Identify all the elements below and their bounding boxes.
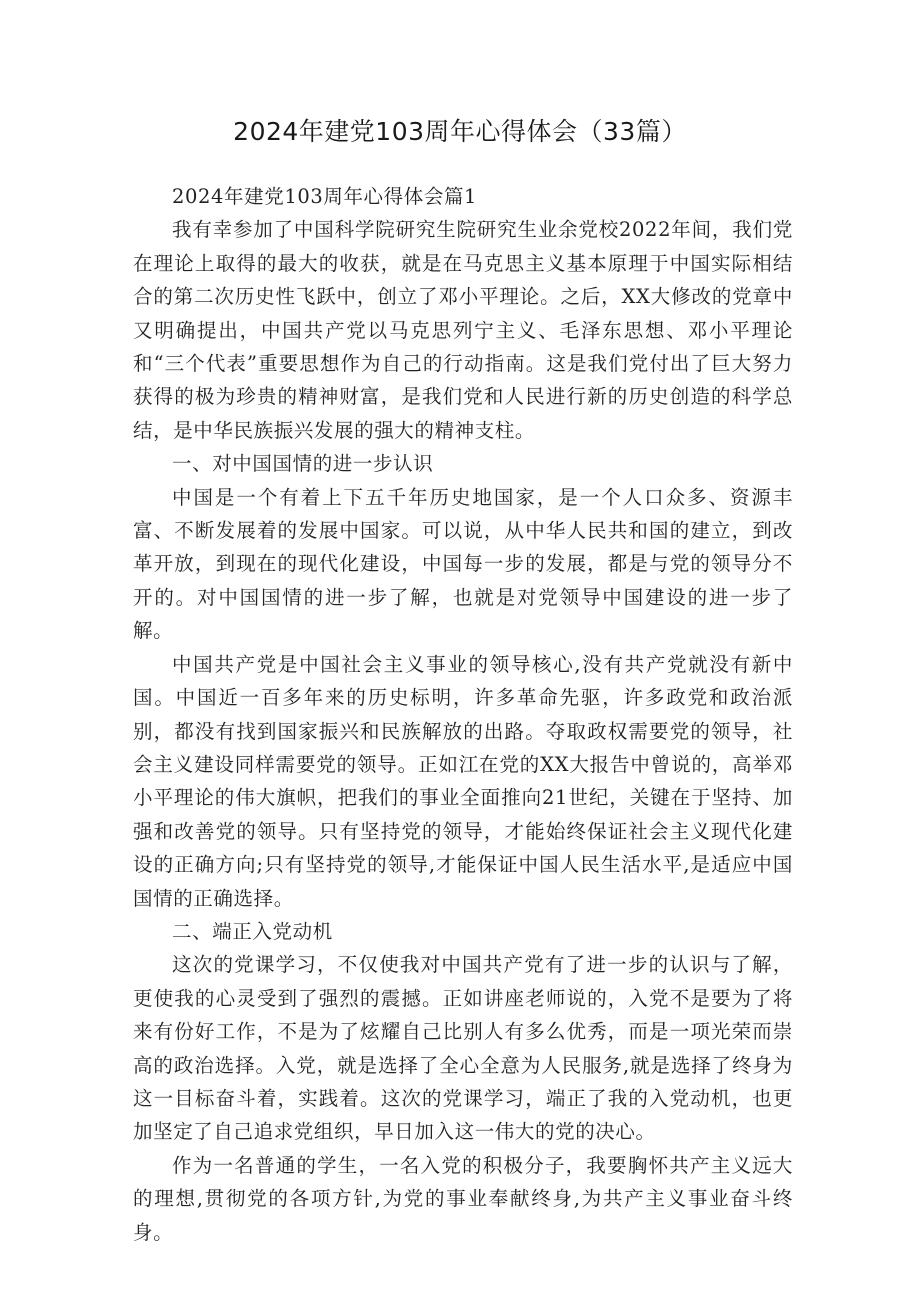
page-title: 2024年建党103周年心得体会（33篇） bbox=[233, 117, 687, 146]
paragraph: 这次的党课学习，不仅使我对中国共产党有了进一步的认识与了解，更使我的心灵受到了强烈的震撼。正如讲座老师说的，入党不是要为了将来有份好工作，不是为了炫耀自己比别人有多么优秀，而是一项光荣而崇高的政治选择。入党，就是选择了全心全意为人民服务,就是选择了终身为这一目标奋斗着，实践着。这次的党课学习，端正了我的入党动机，也更加坚定了自己追求党组织，早日加入这一伟大的党的决心。 bbox=[133, 953, 793, 1144]
section-heading: 二、端正入党动机 bbox=[172, 919, 333, 943]
paragraph: 作为一名普通的学生，一名入党的积极分子，我要胸怀共产主义远大的理想,贯彻党的各项方针,为党的事业奉献终身,为共产主义事业奋斗终身。 bbox=[133, 1153, 793, 1244]
section-heading: 2024年建党103周年心得体会篇1 bbox=[172, 185, 478, 208]
section-heading: 一、对中国国情的进一步认识 bbox=[172, 452, 434, 476]
paragraph: 中国共产党是中国社会主义事业的领导核心,没有共产党就没有新中国。中国近一百多年来的历史标明，许多革命先驱，许多政党和政治派别，都没有找到国家振兴和民族解放的出路。夺取政权需要党的领导，社会主义建设同样需要党的领导。正如江在党的XX大报告中曾说的，高举邓小平理论的伟大旗帜，把我们的事业全面推向21世纪，关键在于坚持、加强和改善党的领导。只有坚持党的领导，才能始终保证社会主义现代化建设的正确方向;只有坚持党的领导,才能保证中国人民生活水平,是适应中国国情的正确选择。 bbox=[133, 652, 793, 910]
paragraph: 我有幸参加了中国科学院研究生院研究生业余党校2022年间，我们党在理论上取得的最大的收获，就是在马克思主义基本原理于中国实际相结合的第二次历史性飞跃中，创立了邓小平理论。之后，XX大修改的党章中又明确提出，中国共产党以马克思列宁主义、毛泽东思想、邓小平理论和“三个代表”重要思想作为自己的行动指南。这是我们党付出了巨大努力获得的极为珍贵的精神财富，是我们党和人民进行新的历史创造的科学总结，是中华民族振兴发展的强大的精神支柱。 bbox=[133, 218, 793, 442]
paragraph: 中国是一个有着上下五千年历史地国家，是一个人口众多、资源丰富、不断发展着的发展中国家。可以说，从中华人民共和国的建立，到改革开放，到现在的现代化建设，中国每一步的发展，都是与党的领导分不开的。对中国国情的进一步了解，也就是对党领导中国建设的进一步了解。 bbox=[133, 485, 793, 643]
document-body bbox=[133, 180, 793, 1249]
